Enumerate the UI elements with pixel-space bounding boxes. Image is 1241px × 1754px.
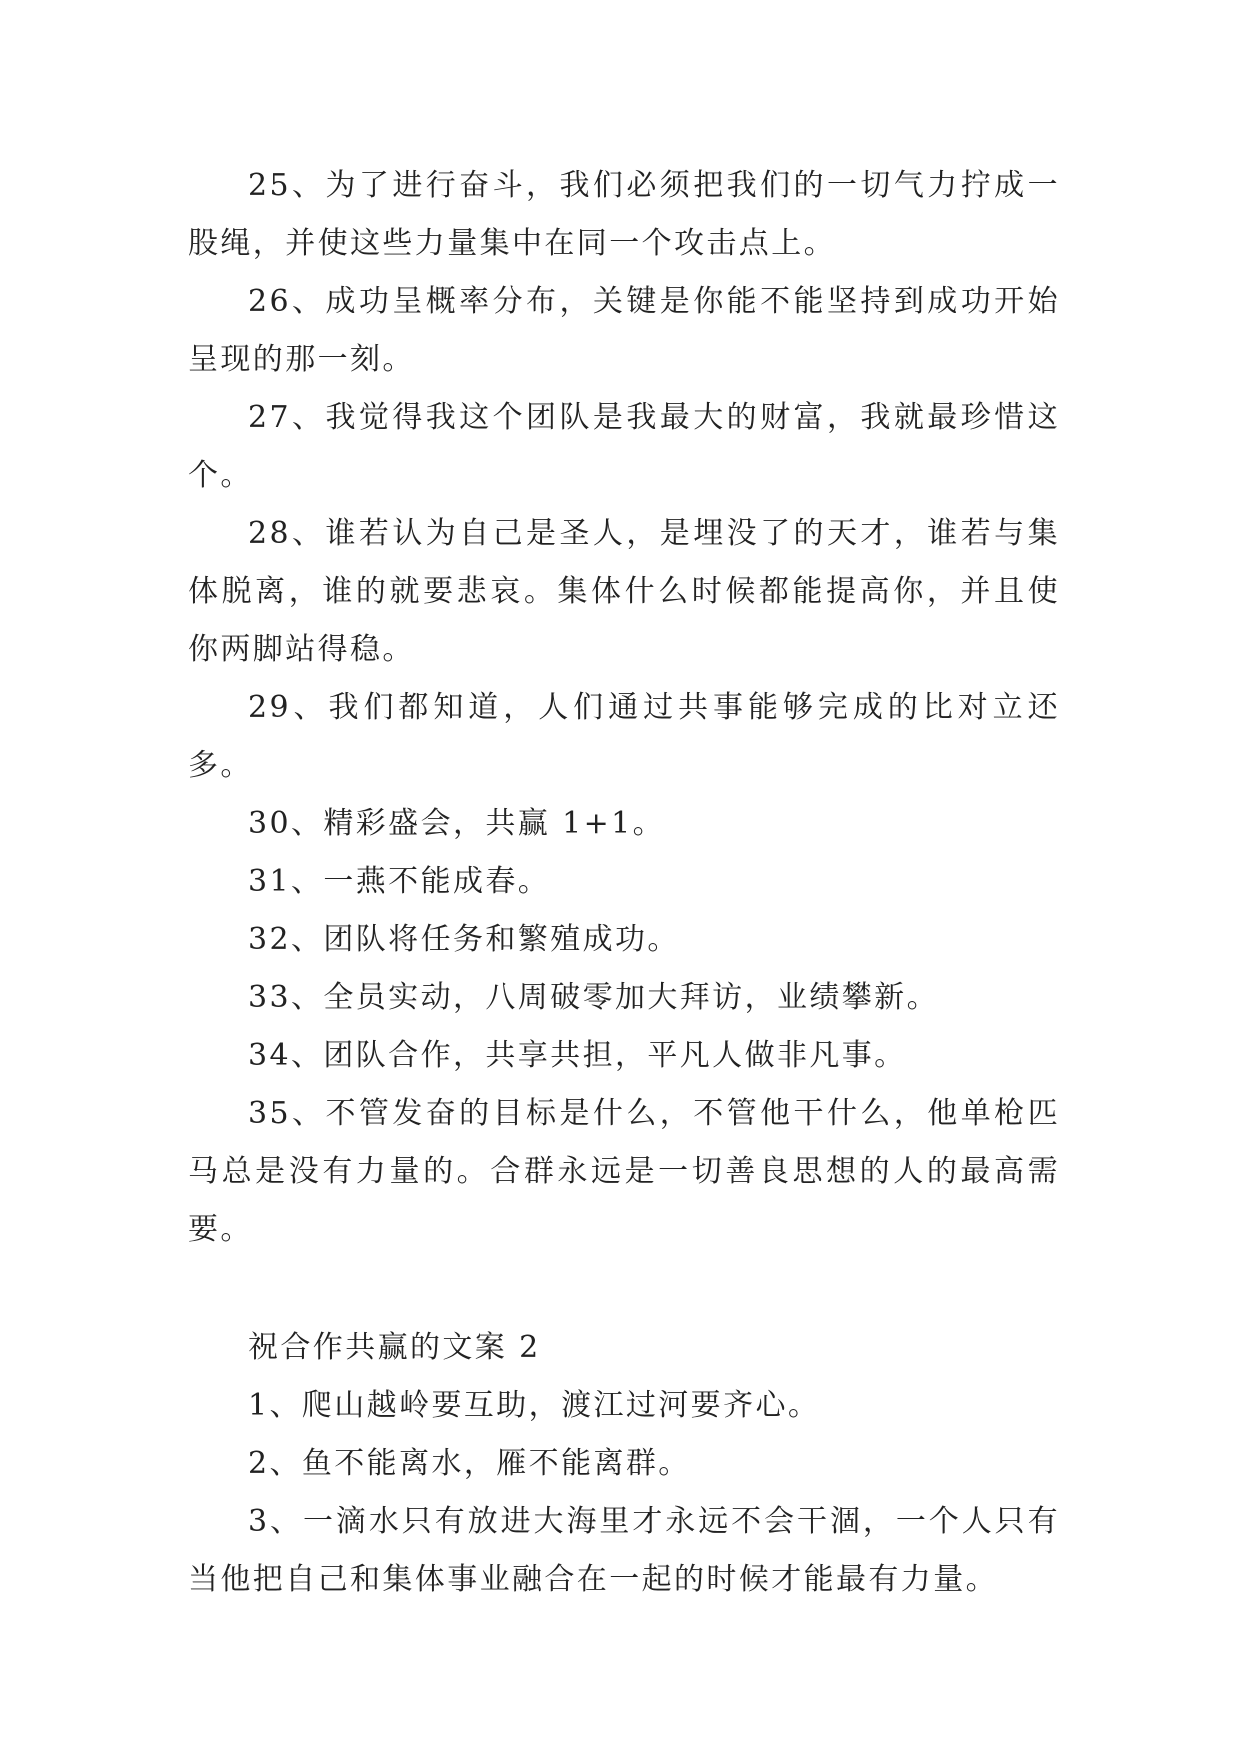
paragraph-29: 29、我们都知道，人们通过共事能够完成的比对立还多。 [188,690,1060,783]
section-gap [188,1259,1060,1319]
paragraph-34: 34、团队合作，共享共担，平凡人做非凡事。 [248,1038,907,1073]
paragraph-s2-3: 3、一滴水只有放进大海里才永远不会干涸，一个人只有当他把自己和集体事业融合在一起的时候才能最有力量。 [188,1504,1060,1597]
paragraph-33: 33、全员实动，八周破零加大拜访，业绩攀新。 [248,980,939,1015]
paragraph-32: 32、团队将任务和繁殖成功。 [248,922,680,957]
paragraph-25: 25、为了进行奋斗，我们必须把我们的一切气力拧成一股绳，并使这些力量集中在同一个攻击点上。 [188,168,1060,261]
paragraph-31: 31、一燕不能成春。 [248,864,551,899]
paragraph-s2-2: 2、鱼不能离水，雁不能离群。 [248,1446,691,1481]
paragraph-27: 27、我觉得我这个团队是我最大的财富，我就最珍惜这个。 [188,400,1060,493]
paragraph-26: 26、成功呈概率分布，关键是你能不能坚持到成功开始呈现的那一刻。 [188,284,1060,377]
paragraph-35: 35、不管发奋的目标是什么，不管他干什么，他单枪匹马总是没有力量的。合群永远是一切善良思想的人的最高需要。 [188,1096,1060,1247]
paragraph-30: 30、精彩盛会，共赢 1+1。 [248,806,666,841]
section-heading: 祝合作共赢的文案 2 [248,1330,541,1365]
document-page [188,157,1060,1609]
paragraph-28: 28、谁若认为自己是圣人，是埋没了的天才，谁若与集体脱离，谁的就要悲哀。集体什么时候都能提高你，并且使你两脚站得稳。 [188,516,1060,667]
paragraph-s2-1: 1、爬山越岭要互助，渡江过河要齐心。 [248,1388,821,1423]
